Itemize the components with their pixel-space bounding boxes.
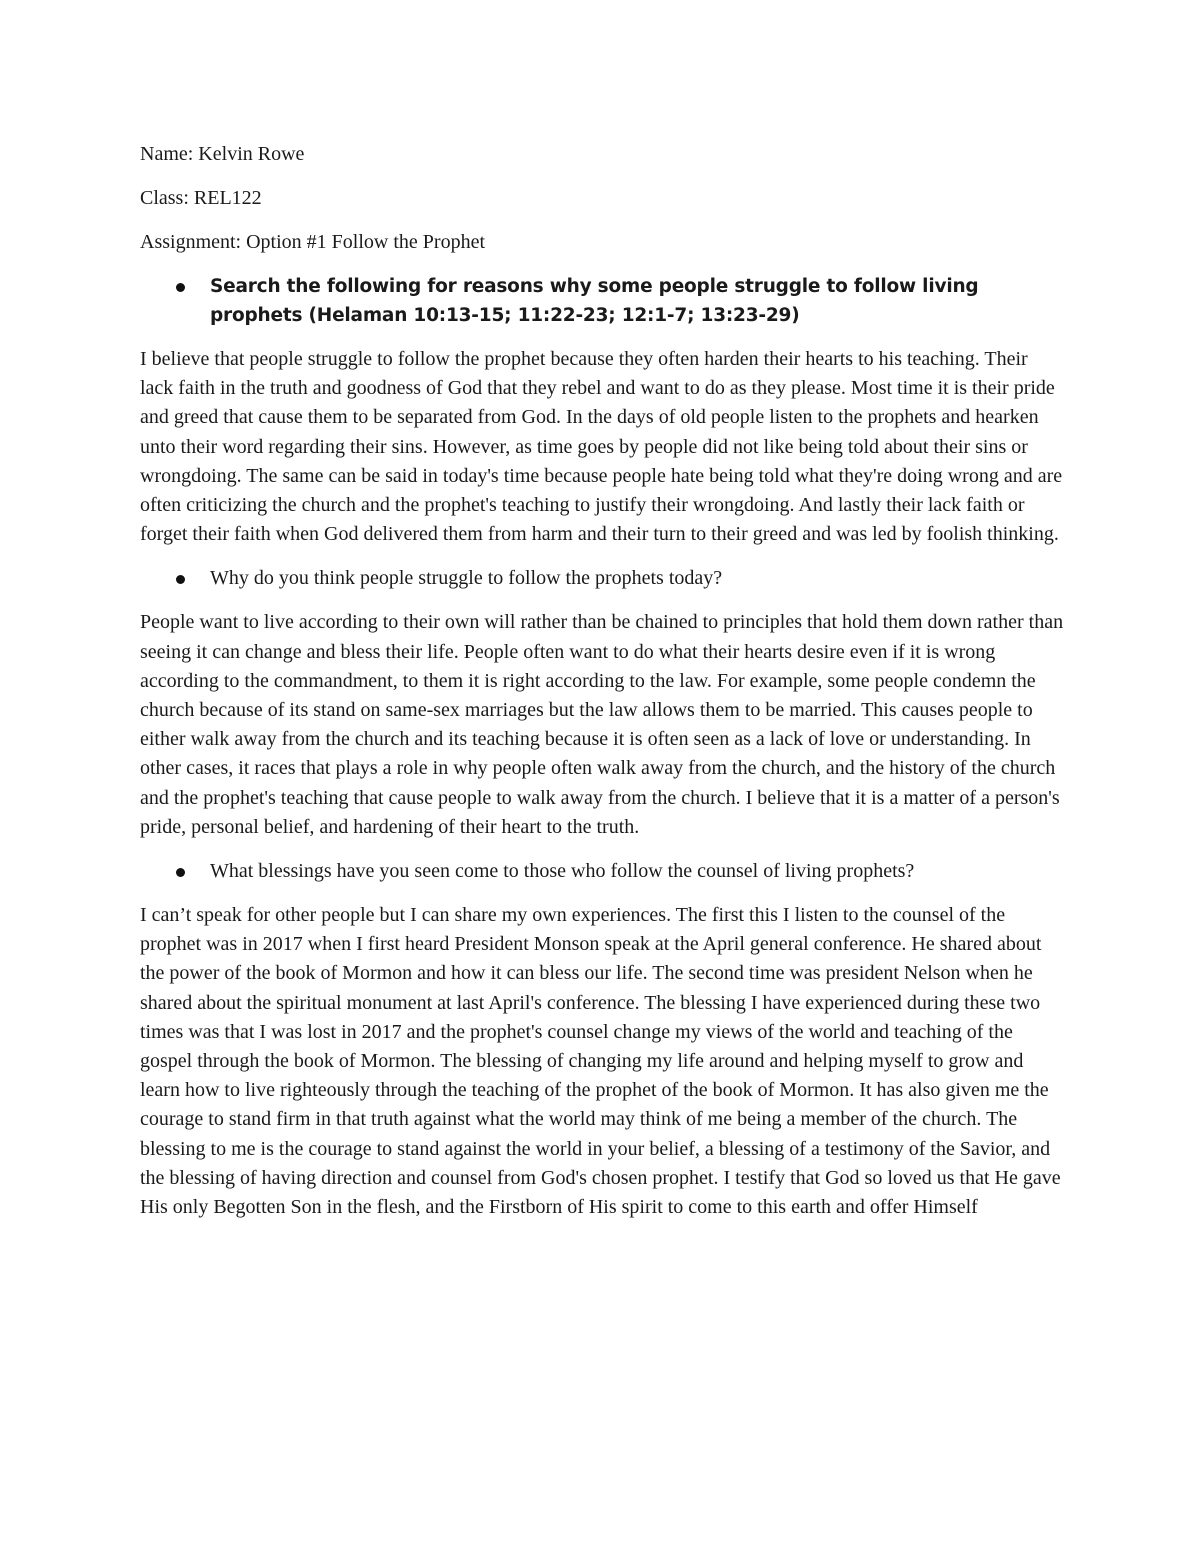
question-2 <box>140 564 1065 593</box>
question-1-text: Search the following for reasons why some people struggle to follow living prophets (Helaman 10:13-15; 11:22-23; 12:1-7; 13:23-29) <box>210 276 979 326</box>
document-page <box>140 140 1065 1237</box>
class-name: Class: REL122 <box>140 187 262 209</box>
assignment-title: Assignment: Option #1 Follow the Prophet <box>140 231 485 253</box>
question-1 <box>140 272 1065 330</box>
bullet-icon <box>176 868 185 877</box>
bullet-icon <box>176 283 185 292</box>
student-name: Name: Kelvin Rowe <box>140 143 305 165</box>
answer-2: People want to live according to their own will rather than be chained to principles that hold them down rather than seeing it can change and bless their life. People often want to do what their hearts desire even if it is wrong according to the commandment, to them it is right according to the law. For example, some people condemn the church because of its stand on same-sex marriages but the law allows them to be married. This causes people to either walk away from the church and its teaching because it is often seen as a lack of love or understanding. In other cases, it races that plays a role in why people often walk away from the church, and the history of the church and the prophet's teaching that cause people to walk away from the church. I believe that it is a matter of a person's pride, personal belief, and hardening of their heart to the truth. <box>140 611 1064 838</box>
question-3 <box>140 857 1065 886</box>
question-3-text: What blessings have you seen come to those who follow the counsel of living prophets? <box>210 860 915 883</box>
answer-1: I believe that people struggle to follow the prophet because they often harden their hearts to his teaching. Their lack faith in the truth and goodness of God that they rebel and want to do as they please. Most time it is their pride and greed that cause them to be separated from God. In the days of old people listen to the prophets and hearken unto their word regarding their sins. However, as time goes by people did not like being told about their sins or wrongdoing. The same can be said in today's time because people hate being told what they're doing wrong and are often criticizing the church and the prophet's teaching to justify their wrongdoing. And lastly their lack faith or forget their faith when God delivered them from harm and their turn to their greed and was led by foolish thinking. <box>140 348 1063 546</box>
question-2-text: Why do you think people struggle to follow the prophets today? <box>210 567 723 590</box>
answer-3: I can’t speak for other people but I can share my own experiences. The first this I listen to the counsel of the prophet was in 2017 when I first heard President Monson speak at the April general conference. He shared about the power of the book of Mormon and how it can bless our life. The second time was president Nelson when he shared about the spiritual monument at last April's conference. The blessing I have experienced during these two times was that I was lost in 2017 and the prophet's counsel change my views of the world and teaching of the gospel through the book of Mormon. The blessing of changing my life around and helping myself to grow and learn how to live righteously through the teaching of the prophet of the book of Mormon. It has also given me the courage to stand firm in that truth against what the world may think of me being a member of the church. The blessing to me is the courage to stand against the world in your belief, a blessing of a testimony of the Savior, and the blessing of having direction and counsel from God's chosen prophet. I testify that God so loved us that He gave His only Begotten Son in the flesh, and the Firstborn of His spirit to come to this earth and offer Himself <box>140 904 1061 1219</box>
bullet-icon <box>176 575 185 584</box>
